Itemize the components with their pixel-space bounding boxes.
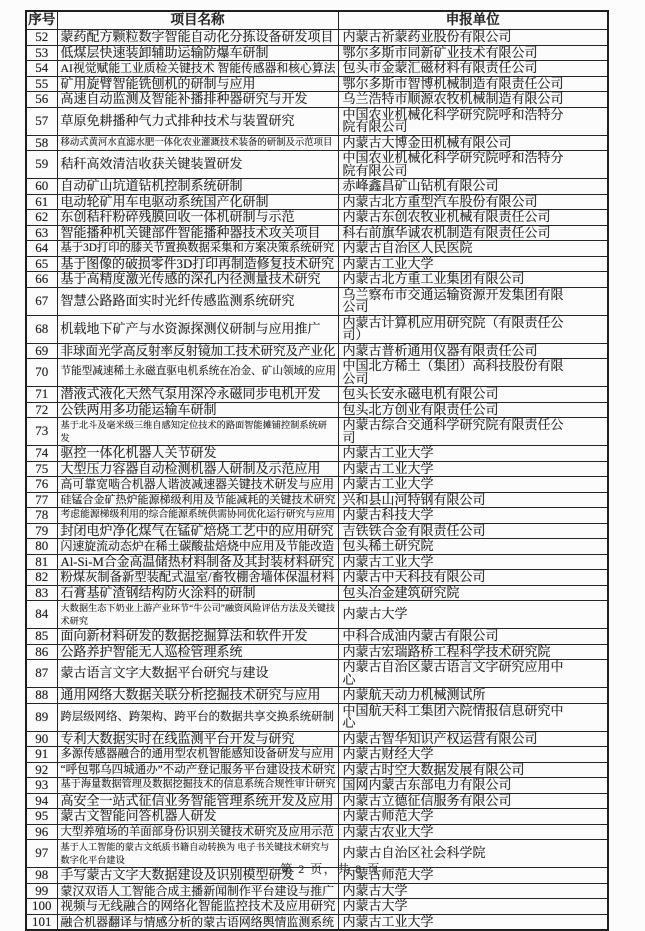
table-row	[26, 644, 608, 660]
project-name-cell: 多源传感器融合的通用型农机智能感知设备研发与应用	[57, 747, 338, 763]
table-row	[26, 256, 608, 272]
table-row	[26, 601, 608, 629]
org-name-cell: 内蒙古时空大数据发展有限公司	[338, 762, 608, 778]
org-name-cell: 包头市金蒙汇磁材料有限责任公司	[338, 61, 608, 77]
table-row	[26, 570, 608, 586]
org-name-cell: 内蒙古财经大学	[338, 747, 608, 763]
org-name-cell: 中国农业机械化科学研究院呼和浩特分院有限公司	[338, 107, 608, 135]
org-name-cell: 鄂尔多斯市同新矿业技术有限公司	[338, 45, 608, 61]
row-number-cell: 85	[26, 629, 57, 645]
org-name-cell: 内蒙古科技大学	[338, 508, 608, 524]
org-name-cell: 内蒙古大博金田机械有限公司	[338, 135, 608, 151]
org-name-cell: 内蒙古普析通用仪器有限责任公司	[338, 343, 608, 359]
project-name-cell: 矿用旋臂智能铣刨机的研制与应用	[57, 76, 338, 92]
project-name-cell: 硅锰合金矿热炉能源梯级利用及节能减耗的关键技术研究	[57, 492, 338, 508]
table-row	[26, 585, 608, 601]
row-number-cell: 61	[26, 194, 57, 210]
project-name-cell: 潜液式液化天然气泵用深冷永磁同步电机开发	[57, 387, 338, 403]
org-name-cell: 内蒙古农业大学	[338, 824, 608, 840]
row-number-cell: 70	[26, 359, 57, 387]
project-name-cell: 融合机器翻译与情感分析的蒙古语网络舆情监测系统	[57, 914, 338, 930]
org-name-cell: 内蒙古大学	[338, 899, 608, 915]
project-name-cell: 粉煤灰制备新型装配式温室/畜牧棚舍墙体保温材料	[57, 570, 338, 586]
row-number-cell: 75	[26, 461, 57, 477]
project-name-cell: 高安全一站式征信业务智能管理系统开发及应用	[57, 793, 338, 809]
row-number-cell: 92	[26, 762, 57, 778]
header-row	[26, 11, 608, 30]
org-name-cell: 内蒙古大学	[338, 883, 608, 899]
row-number-cell: 65	[26, 256, 57, 272]
project-name-cell: 基于人工智能的蒙古文纸质书籍自动转换为 电子书关键技术研究与数字化平台建设	[57, 840, 338, 868]
project-name-cell: 考虑能源梯级利用的综合能源系统供需协同优化运行研究与应用	[57, 508, 338, 524]
org-name-cell: 乌兰察布市交通运输资源开发集团有限公司	[338, 287, 608, 315]
project-name-cell: 自动矿山坑道钻机控制系统研制	[57, 179, 338, 195]
table-row	[26, 660, 608, 688]
row-number-cell: 96	[26, 824, 57, 840]
table-row	[26, 76, 608, 92]
org-name-cell: 中国北方稀土（集团）高科技股份有限公司	[338, 359, 608, 387]
row-number-cell: 99	[26, 883, 57, 899]
row-number-cell: 60	[26, 179, 57, 195]
project-name-cell: 基于图像的破损零件3D打印再制造修复技术研究	[57, 256, 338, 272]
row-number-cell: 62	[26, 210, 57, 226]
table-row	[26, 151, 608, 179]
table-row	[26, 508, 608, 524]
project-name-cell: 通用网络大数据关联分析挖掘技术研究与应用	[57, 688, 338, 704]
table-row	[26, 135, 608, 151]
project-name-cell: 大数据生态下奶业上游产业环节“牛公司”融资风险评估方法及关键技术研究	[57, 601, 338, 629]
project-name-cell: Al-Si-M合金高温储热材料制备及其封装材料研究	[57, 554, 338, 570]
org-name-cell: 内蒙古东创农牧业机械有限责任公司	[338, 210, 608, 226]
project-name-cell: 闪速旋流动态炉在稀土碳酸盐焙烧中应用及节能改造	[57, 539, 338, 555]
org-name-cell: 内蒙古综合交通科学研究院有限责任公司	[338, 418, 608, 446]
org-name-cell: 内蒙古自治区社会科学院	[338, 840, 608, 868]
table-row	[26, 461, 608, 477]
project-name-cell: 基于3D打印的膝关节置换数据采集和方案决策系统研究	[57, 241, 338, 257]
project-name-cell: 蒙汉双语人工智能合成主播新闻制作平台建设与推广	[57, 883, 338, 899]
project-name-cell: 节能型减速稀土永磁直驱电机系统在冶金、矿山领域的应用	[57, 359, 338, 387]
table-row	[26, 241, 608, 257]
project-name-cell: 跨层级网络、跨架构、跨平台的数据共享交换系统研制	[57, 703, 338, 731]
row-number-cell: 79	[26, 523, 57, 539]
projects-table	[25, 10, 609, 931]
org-name-cell: 赤峰鑫昌矿山钻机有限公司	[338, 179, 608, 195]
table-row	[26, 179, 608, 195]
table-row	[26, 107, 608, 135]
table-row	[26, 883, 608, 899]
row-number-cell: 57	[26, 107, 57, 135]
row-number-cell: 67	[26, 287, 57, 315]
project-name-cell: 移动式黄河水直滤水肥一体化农业灌溉技术装备的研制及示范项目	[57, 135, 338, 151]
org-name-cell: 中国航天科工集团六院情报信息研究中心	[338, 703, 608, 731]
project-name-cell: 低煤层快速装卸辅助运输防爆车研制	[57, 45, 338, 61]
row-number-cell: 94	[26, 793, 57, 809]
row-number-cell: 68	[26, 315, 57, 343]
table-row	[26, 225, 608, 241]
project-name-cell: 石膏基矿渣钢结构防火涂料的研制	[57, 585, 338, 601]
org-name-cell: 内蒙古自治区人民医院	[338, 241, 608, 257]
row-number-cell: 71	[26, 387, 57, 403]
org-name-cell: 内蒙古智华知识产权运营有限公司	[338, 731, 608, 747]
project-name-cell: 蒙古文智能问答机器人研发	[57, 809, 338, 825]
row-number-cell: 91	[26, 747, 57, 763]
table-body	[26, 30, 608, 931]
row-number-cell: 53	[26, 45, 57, 61]
table-row	[26, 747, 608, 763]
row-number-cell: 69	[26, 343, 57, 359]
project-name-cell: 面向新材料研发的数据挖掘算法和软件开发	[57, 629, 338, 645]
project-name-cell: 视频与无线融合的网络化智能监控技术及应用研究	[57, 899, 338, 915]
project-name-cell: 蒙药配方颗粒数字智能自动化分拣设备研发项目	[57, 30, 338, 46]
row-number-cell: 83	[26, 585, 57, 601]
org-name-cell: 包头北方创业有限责任公司	[338, 402, 608, 418]
table-row	[26, 914, 608, 930]
org-name-cell: 内蒙古工业大学	[338, 256, 608, 272]
org-name-cell: 内蒙古北方重型汽车股份有限公司	[338, 194, 608, 210]
project-name-cell: 智慧公路路面实时光纤传感监测系统研究	[57, 287, 338, 315]
table-row	[26, 731, 608, 747]
org-name-cell: 吉铁铁合金有限责任公司	[338, 523, 608, 539]
project-name-cell: 非球面光学高反射率反射镜加工技术研究及产业化	[57, 343, 338, 359]
table-row	[26, 688, 608, 704]
org-name-cell: 内蒙古工业大学	[338, 554, 608, 570]
project-name-cell: 公路养护智能无人巡检管理系统	[57, 644, 338, 660]
project-name-cell: 公铁两用多功能运输车研制	[57, 402, 338, 418]
project-name-cell: 大型压力容器自动检测机器人研制及示范应用	[57, 461, 338, 477]
table-row	[26, 809, 608, 825]
org-name-cell: 包头长安永磁电机有限公司	[338, 387, 608, 403]
row-number-cell: 90	[26, 731, 57, 747]
row-number-cell: 88	[26, 688, 57, 704]
project-name-cell: 秸秆高效清洁收获关键装置研发	[57, 151, 338, 179]
org-name-cell: 内蒙古立德征信服务有限公司	[338, 793, 608, 809]
project-name-cell: 智能播种机关键部件智能播种器技术攻关项目	[57, 225, 338, 241]
project-name-cell: 手写蒙古文字大数据建设及识别模型研发	[57, 868, 338, 884]
table-row	[26, 359, 608, 387]
table-row	[26, 210, 608, 226]
table-row	[26, 315, 608, 343]
row-number-cell: 56	[26, 92, 57, 108]
column-header-no: 序号	[26, 11, 57, 30]
org-name-cell: 内蒙古师范大学	[338, 809, 608, 825]
project-name-cell: 专利大数据实时在线监测平台开发与研究	[57, 731, 338, 747]
table-row	[26, 492, 608, 508]
table-row	[26, 793, 608, 809]
row-number-cell: 93	[26, 778, 57, 794]
row-number-cell: 95	[26, 809, 57, 825]
table-header	[26, 11, 608, 30]
table-row	[26, 477, 608, 493]
project-name-cell: 封闭电炉净化煤气在锰矿焙烧工艺中的应用研究	[57, 523, 338, 539]
table-row	[26, 61, 608, 77]
org-name-cell: 兴和县山河特钢有限公司	[338, 492, 608, 508]
org-name-cell: 内蒙古工业大学	[338, 477, 608, 493]
table-row	[26, 194, 608, 210]
row-number-cell: 76	[26, 477, 57, 493]
project-name-cell: 机载地下矿产与水资源探测仪研制与应用推广	[57, 315, 338, 343]
row-number-cell: 64	[26, 241, 57, 257]
table-row	[26, 45, 608, 61]
row-number-cell: 58	[26, 135, 57, 151]
page-number-footer: 第 2 页，共 8 页	[280, 862, 381, 876]
row-number-cell: 77	[26, 492, 57, 508]
row-number-cell: 54	[26, 61, 57, 77]
table-row	[26, 446, 608, 462]
org-name-cell: 内蒙古祈蒙药业股份有限公司	[338, 30, 608, 46]
project-name-cell: 基于海量数据管理及数据挖掘技术的信息系统合规性审计研究	[57, 778, 338, 794]
project-name-cell: AI视觉赋能工业质检关键技术 智能传感器和核心算法	[57, 61, 338, 77]
project-name-cell: 基于高精度激光传感的深孔内径测量技术研究	[57, 272, 338, 288]
row-number-cell: 80	[26, 539, 57, 555]
table-row	[26, 418, 608, 446]
org-name-cell: 包头稀土研究院	[338, 539, 608, 555]
project-name-cell: “呼包鄂乌四城通办”不动产登记服务平台建设技术研究	[57, 762, 338, 778]
row-number-cell: 98	[26, 868, 57, 884]
table-row	[26, 629, 608, 645]
project-name-cell: 基于北斗及毫米级三维自感知定位技术的路面智能摊铺控制系统研发	[57, 418, 338, 446]
table-row	[26, 523, 608, 539]
org-name-cell: 内蒙古中天科技有限公司	[338, 570, 608, 586]
org-name-cell: 内蒙古工业大学	[338, 446, 608, 462]
table-row	[26, 402, 608, 418]
row-number-cell: 59	[26, 151, 57, 179]
org-name-cell: 内蒙古工业大学	[338, 914, 608, 930]
column-header-org: 申报单位	[338, 11, 608, 30]
row-number-cell: 84	[26, 601, 57, 629]
table-row	[26, 824, 608, 840]
row-number-cell: 78	[26, 508, 57, 524]
project-name-cell: 东创秸秆粉碎残膜回收一体机研制与示范	[57, 210, 338, 226]
org-name-cell: 内蒙古计算机应用研究院（有限责任公司）	[338, 315, 608, 343]
org-name-cell: 内蒙古大学	[338, 601, 608, 629]
row-number-cell: 97	[26, 840, 57, 868]
org-name-cell: 鄂尔多斯市智博机械制造有限责任公司	[338, 76, 608, 92]
table-row	[26, 703, 608, 731]
row-number-cell: 87	[26, 660, 57, 688]
row-number-cell: 73	[26, 418, 57, 446]
table-row	[26, 539, 608, 555]
org-name-cell: 中科合成油内蒙古有限公司	[338, 629, 608, 645]
table-row	[26, 343, 608, 359]
row-number-cell: 101	[26, 914, 57, 930]
row-number-cell: 72	[26, 402, 57, 418]
table-row	[26, 778, 608, 794]
column-header-project: 项目名称	[57, 11, 338, 30]
org-name-cell: 内蒙古宏瑞路桥工程科学技术研究院	[338, 644, 608, 660]
table-row	[26, 287, 608, 315]
project-name-cell: 高可靠宽啮合机器人谐波减速器关键技术研发与应用	[57, 477, 338, 493]
org-name-cell: 内蒙古北方重工业集团有限公司	[338, 272, 608, 288]
table-row	[26, 387, 608, 403]
row-number-cell: 100	[26, 899, 57, 915]
org-name-cell: 内蒙古师范大学	[338, 868, 608, 884]
org-name-cell: 国网内蒙古东部电力有限公司	[338, 778, 608, 794]
project-name-cell: 高速自动监测及智能补播排种器研究与开发	[57, 92, 338, 108]
org-name-cell: 科右前旗华诚农机制造有限责任公司	[338, 225, 608, 241]
org-name-cell: 内蒙古工业大学	[338, 461, 608, 477]
org-name-cell: 内蒙航天动力机械测试所	[338, 688, 608, 704]
table-row	[26, 272, 608, 288]
table-row	[26, 899, 608, 915]
row-number-cell: 74	[26, 446, 57, 462]
project-name-cell: 大型养殖场的羊面部身份识别关键技术研究及应用示范	[57, 824, 338, 840]
org-name-cell: 乌兰浩特市顺源农牧机械制造有限公司	[338, 92, 608, 108]
org-name-cell: 中国农业机械化科学研究院呼和浩特分院有限公司	[338, 151, 608, 179]
org-name-cell: 内蒙古自治区蒙古语言文字研究应用中心	[338, 660, 608, 688]
project-name-cell: 驱控一体化机器人关节研发	[57, 446, 338, 462]
table-row	[26, 554, 608, 570]
row-number-cell: 82	[26, 570, 57, 586]
org-name-cell: 包头冶金建筑研究院	[338, 585, 608, 601]
row-number-cell: 81	[26, 554, 57, 570]
project-name-cell: 草原免耕播种气力式排种技术与装置研究	[57, 107, 338, 135]
row-number-cell: 63	[26, 225, 57, 241]
row-number-cell: 55	[26, 76, 57, 92]
table-row	[26, 92, 608, 108]
project-name-cell: 电动轮矿用车电驱动系统国产化研制	[57, 194, 338, 210]
project-name-cell: 蒙古语言文字大数据平台研究与建设	[57, 660, 338, 688]
row-number-cell: 89	[26, 703, 57, 731]
row-number-cell: 86	[26, 644, 57, 660]
row-number-cell: 52	[26, 30, 57, 46]
table-row	[26, 30, 608, 46]
table-row	[26, 762, 608, 778]
row-number-cell: 66	[26, 272, 57, 288]
